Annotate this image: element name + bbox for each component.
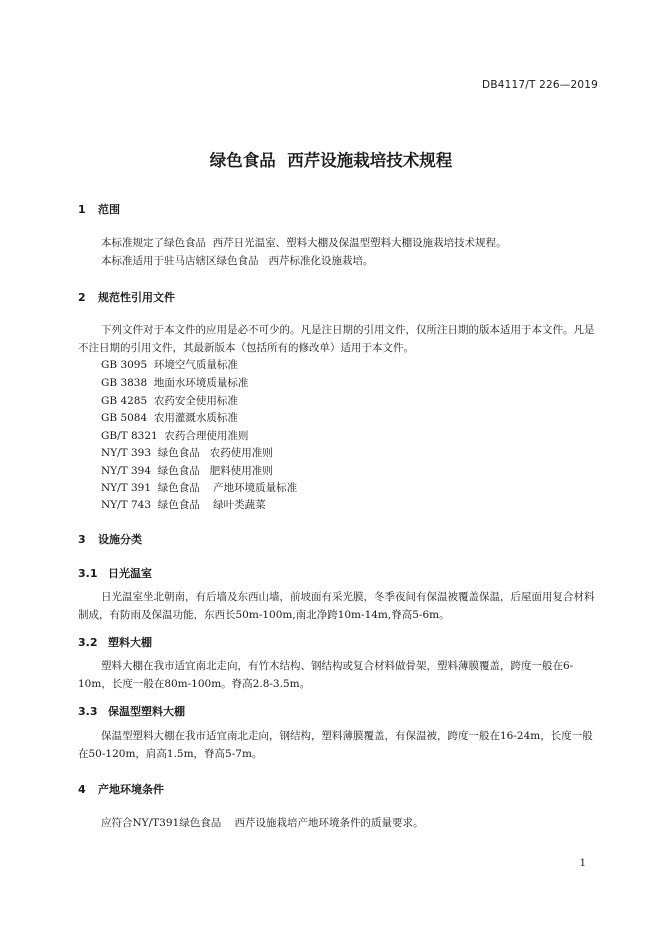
paragraph [78, 657, 598, 693]
section-number: 2 [78, 291, 86, 304]
reference-item: NY/T 743 绿色食品 绿叶类蔬菜 [101, 499, 266, 511]
paragraph-text: 下列文件对于本文件的应用是必不可少的。凡是注日期的引用文件，仅所注日期的版本适用于本文件。凡是不注日期的引用文件，其最新版本（包括所有的修改单）适用于本文件。 [78, 324, 595, 354]
page-number: 1 [579, 858, 586, 869]
section-heading-environment-conditions [78, 781, 164, 797]
paragraph: 本标准适用于驻马店辖区绿色食品 西芹标准化设施栽培。 [101, 255, 374, 267]
subsection-number: 3.3 [78, 705, 98, 718]
subsection-heading-solar-greenhouse [78, 565, 152, 581]
section-heading-facility-classification [78, 531, 142, 547]
subsection-heading-insulated-plastic-tunnel [78, 703, 185, 719]
subsection-number: 3.2 [78, 636, 98, 649]
subsection-title: 保温型塑料大棚 [108, 705, 185, 718]
paragraph-text: 日光温室坐北朝南，有后墙及东西山墙，前坡面有采光膜，冬季夜间有保温被覆盖保温，后屋面用复合材料制成，有防雨及保温功能，东西长50m-100m,南北净跨10m-14m,脊高5-6m。 [78, 591, 595, 621]
paragraph [78, 727, 598, 763]
section-title: 范围 [98, 203, 120, 216]
document-code: DB4117/T 226—2019 [482, 79, 598, 91]
reference-item: GB 5084 农用灌溉水质标准 [101, 412, 238, 424]
section-heading-normative-references [78, 289, 175, 305]
reference-item: NY/T 391 绿色食品 产地环境质量标准 [101, 482, 298, 494]
reference-item: NY/T 393 绿色食品 农药使用准则 [101, 447, 273, 459]
section-title: 设施分类 [98, 533, 142, 546]
section-title: 产地环境条件 [98, 783, 164, 796]
section-heading-scope [78, 201, 120, 217]
reference-item: GB 3838 地面水环境质量标准 [101, 377, 249, 389]
paragraph: 本标准规定了绿色食品 西芹日光温室、塑料大棚及保温型塑料大棚设施栽培技术规程。 [101, 237, 507, 249]
document-title: 绿色食品 西芹设施栽培技术规程 [209, 151, 453, 170]
reference-item: GB 3095 环境空气质量标准 [101, 359, 238, 371]
paragraph-text: 保温型塑料大棚在我市适宜南北走向，钢结构，塑料薄膜覆盖，有保温被，跨度一般在16-24m，长度一般在50-120m，肩高1.5m，脊高5-7m。 [78, 730, 593, 760]
section-number: 3 [78, 533, 86, 546]
section-number: 1 [78, 203, 86, 216]
subsection-title: 日光温室 [108, 567, 152, 580]
reference-item: GB 4285 农药安全使用标准 [101, 395, 238, 407]
reference-item: NY/T 394 绿色食品 肥料使用准则 [101, 465, 273, 477]
paragraph [78, 321, 598, 357]
reference-item: GB/T 8321 农药合理使用准则 [101, 430, 249, 442]
subsection-heading-plastic-tunnel [78, 634, 152, 650]
section-number: 4 [78, 783, 86, 796]
subsection-title: 塑料大棚 [108, 636, 152, 649]
paragraph: 应符合NY/T391绿色食品 西芹设施栽培产地环境条件的质量要求。 [101, 817, 424, 829]
paragraph-text: 塑料大棚在我市适宜南北走向，有竹木结构、钢结构或复合材料做骨架，塑料薄膜覆盖，跨度一般在6-10m，长度一般在80m-100m。脊高2.8-3.5m。 [78, 660, 574, 690]
section-title: 规范性引用文件 [98, 291, 175, 304]
subsection-number: 3.1 [78, 567, 98, 580]
paragraph [78, 588, 598, 624]
